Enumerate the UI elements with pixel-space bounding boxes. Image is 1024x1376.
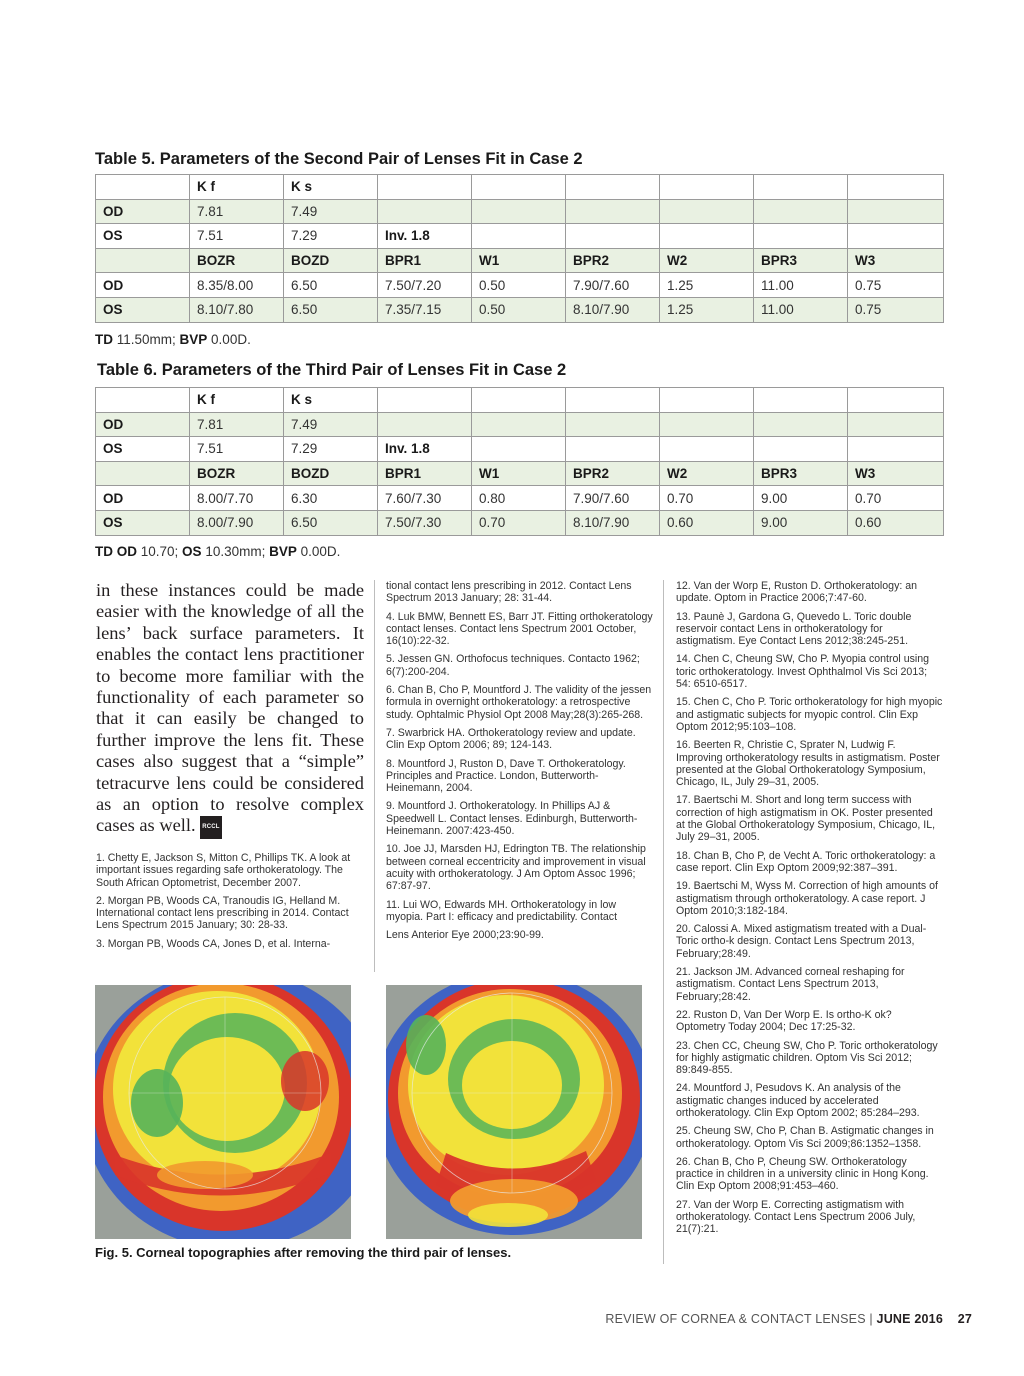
reference-item: tional contact lens prescribing in 2012. Contact Lens Spectrum 2013 January; 28: 31-44. [386, 580, 632, 605]
reference-item: 15. Chen C, Cho P. Toric orthokeratology for high myopic and astigmatic subjects for myopic control. Clin Exp Optom 2012;95:103–108. [676, 696, 943, 733]
table-cell: 0.50 [472, 297, 566, 322]
table-cell: OS [96, 224, 190, 249]
table-cell [660, 388, 754, 413]
table-cell: 11.00 [754, 297, 848, 322]
table-cell: 8.10/7.80 [190, 297, 284, 322]
bvp-value: 0.00D. [207, 332, 251, 347]
table-row [96, 248, 944, 273]
reference-item: 17. Baertschi M. Short and long term success with correction of high astigmatism in OK. Poster presented at the Global Orthokeratology Symposium, Chicago, IL, July 29–31, 2005. [676, 794, 936, 844]
references-col1 [96, 852, 362, 956]
table-cell [848, 412, 944, 437]
table-cell [754, 388, 848, 413]
table-cell: K f [190, 175, 284, 200]
table-cell: 8.10/7.90 [566, 510, 660, 535]
table5 [95, 174, 944, 323]
table-cell [660, 175, 754, 200]
table-cell: BPR1 [378, 461, 472, 486]
table-cell: 8.10/7.90 [566, 297, 660, 322]
table-cell [96, 461, 190, 486]
table-cell: 11.00 [754, 273, 848, 298]
table-cell: 6.50 [284, 297, 378, 322]
table-cell: 0.80 [472, 486, 566, 511]
table-row [96, 437, 944, 462]
table-cell [848, 175, 944, 200]
table-cell [378, 199, 472, 224]
table-cell: K f [190, 388, 284, 413]
table-cell [96, 175, 190, 200]
td-od-label: TD OD [95, 544, 137, 559]
journal-name: REVIEW OF CORNEA & CONTACT LENSES | [605, 1312, 877, 1326]
table-cell: 0.60 [848, 510, 944, 535]
table-cell: 7.51 [190, 224, 284, 249]
table-cell: 6.30 [284, 486, 378, 511]
td-od-value: 10.70; [137, 544, 183, 559]
table-cell [472, 412, 566, 437]
table-cell [566, 199, 660, 224]
table6-note [95, 544, 340, 559]
table-cell: 7.29 [284, 437, 378, 462]
bvp-value: 0.00D. [296, 544, 341, 559]
table-row [96, 486, 944, 511]
reference-item: 21. Jackson JM. Advanced corneal reshaping for astigmatism. Contact Lens Spectrum 2013, February;28:42. [676, 966, 905, 1003]
table-cell: 1.25 [660, 297, 754, 322]
table-cell: OD [96, 486, 190, 511]
column-rule [374, 580, 375, 972]
table-cell: BPR3 [754, 461, 848, 486]
table-cell: BPR2 [566, 248, 660, 273]
table-cell: 0.60 [660, 510, 754, 535]
references-col3 [676, 580, 944, 1242]
table-cell [660, 199, 754, 224]
table-cell: 0.75 [848, 273, 944, 298]
reference-item: 25. Cheung SW, Cho P, Chan B. Astigmatic changes in orthokeratology. Optom Vis Sci 2009;86:1352–1358. [676, 1125, 934, 1150]
table-cell: OS [96, 297, 190, 322]
table-cell: BOZR [190, 248, 284, 273]
reference-item: 12. Van der Worp E, Ruston D. Orthokeratology: an update. Optom in Practice 2006;7:47-60. [676, 580, 918, 605]
table-cell: BPR3 [754, 248, 848, 273]
table-cell: 7.49 [284, 199, 378, 224]
reference-item: 8. Mountford J, Ruston D, Dave T. Orthokeratology. Principles and Practice. London, Butterworth-Heinemann, 2004. [386, 757, 626, 795]
reference-item: 11. Lui WO, Edwards MH. Orthokeratology in low myopia. Part I: efficacy and predictability. Contact [386, 898, 618, 923]
bvp-label: BVP [269, 544, 297, 559]
table5-note [95, 332, 251, 347]
table-cell: 9.00 [754, 510, 848, 535]
table-cell: 0.70 [848, 486, 944, 511]
reference-item: 26. Chan B, Cho P, Cheung SW. Orthokeratology practice in children in a university clinic in Hong Kong. Clin Exp Optom 2008;91:453–460. [676, 1155, 929, 1193]
table-cell: Inv. 1.8 [378, 437, 472, 462]
reference-item: 6. Chan B, Cho P, Mountford J. The validity of the jessen formula in overnight orthokeratology: a retrospective study. Ophtalmic Physiol Opt 2008 May;28(3):265-268. [386, 684, 652, 721]
table-cell: 7.51 [190, 437, 284, 462]
table-cell: 0.70 [472, 510, 566, 535]
table-cell [566, 437, 660, 462]
table-cell [754, 412, 848, 437]
table-cell [378, 412, 472, 437]
table-cell [754, 199, 848, 224]
table-cell [472, 224, 566, 249]
table-cell: BPR1 [378, 248, 472, 273]
table-cell [754, 224, 848, 249]
table-cell: 6.50 [284, 273, 378, 298]
table-cell [566, 412, 660, 437]
table-cell [660, 437, 754, 462]
table-cell: 6.50 [284, 510, 378, 535]
table-cell: K s [284, 388, 378, 413]
table-cell [378, 175, 472, 200]
rccl-end-mark: RCCL [200, 816, 221, 839]
os-value: 10.30mm; [201, 544, 270, 559]
table-cell [378, 388, 472, 413]
table-cell: 7.29 [284, 224, 378, 249]
table-row [96, 388, 944, 413]
table-cell: 7.35/7.15 [378, 297, 472, 322]
table5-title: Table 5. Parameters of the Second Pair of Lenses Fit in Case 2 [95, 150, 583, 168]
os-label: OS [182, 544, 202, 559]
page-number: 27 [957, 1312, 972, 1326]
table-row [96, 199, 944, 224]
table-cell: 7.90/7.60 [566, 486, 660, 511]
table-cell: Inv. 1.8 [378, 224, 472, 249]
reference-item: 22. Ruston D, Van Der Worp E. Is ortho-K ok? Optometry Today 2004; Dec 17:25-32. [676, 1008, 892, 1034]
table-cell: 0.50 [472, 273, 566, 298]
table-cell [566, 388, 660, 413]
table-cell [566, 175, 660, 200]
reference-item: 16. Beerten R, Christie C, Sprater N, Ludwig F. Improving orthokeratology results in astigmatism. Poster presented at the Global Orthokeratology Symposium, Chicago, IL, July 29–31, 2005. [676, 739, 940, 789]
reference-item: 14. Chen C, Cheung SW, Cho P. Myopia control using toric orthokeratology. Invest Ophthalmol Vis Sci 2013; 54: 6510-6517. [676, 653, 930, 691]
table-row [96, 510, 944, 535]
table-cell: 8.35/8.00 [190, 273, 284, 298]
table-cell: W3 [848, 248, 944, 273]
table-row [96, 273, 944, 298]
reference-item: 20. Calossi A. Mixed astigmatism treated with a Dual-Toric ortho-k design. Contact Lens Spectrum 2013, February;28:49. [676, 923, 927, 960]
table-cell [472, 175, 566, 200]
td-label: TD [95, 332, 113, 347]
table-cell: 7.81 [190, 412, 284, 437]
table-cell [96, 248, 190, 273]
table-cell: 0.70 [660, 486, 754, 511]
table-cell: 1.25 [660, 273, 754, 298]
table-cell: OD [96, 273, 190, 298]
table-cell: BOZR [190, 461, 284, 486]
table-row [96, 224, 944, 249]
reference-item: 5. Jessen GN. Orthofocus techniques. Contacto 1962; 6(7):200-204. [386, 653, 640, 678]
table-cell: W1 [472, 461, 566, 486]
table-cell [472, 388, 566, 413]
corneal-topography-left [95, 985, 351, 1239]
corneal-topography-right [386, 985, 642, 1239]
table-cell: OS [96, 510, 190, 535]
page-footer [605, 1312, 972, 1326]
body-paragraph [96, 580, 364, 839]
reference-item: 13. Paunè J, Gardona G, Quevedo L. Toric double reservoir contact Lens in orthokeratology for astigmatism. Eye Contact Lens 2012;38:245-251. [676, 610, 912, 648]
table-cell [848, 437, 944, 462]
reference-item: 3. Morgan PB, Woods CA, Jones D, et al. Interna- [96, 937, 331, 950]
bvp-label: BVP [179, 332, 208, 347]
table-cell: 7.60/7.30 [378, 486, 472, 511]
table-cell: BPR2 [566, 461, 660, 486]
table-row [96, 412, 944, 437]
reference-item: 18. Chan B, Cho P, de Vecht A. Toric orthokeratology: a case report. Clin Exp Optom 2009;92:387–391. [676, 849, 936, 874]
reference-item: 9. Mountford J. Orthokeratology. In Phillips AJ & Speedwell L. Contact lenses. Edinburgh, Butterworth-Heinemann. 2007:423-450. [386, 800, 638, 838]
reference-item: 7. Swarbrick HA. Orthokeratology review and update. Clin Exp Optom 2006; 89; 124-143. [386, 726, 636, 752]
issue-date: JUNE 2016 [876, 1312, 943, 1326]
table-cell [472, 437, 566, 462]
body-text: in these instances could be made easier with the knowledge of all the lens’ back surface parameters. It enables the contact lens practitioner to become more familiar with the functionality of each parameter so that it can easily be changed to further improve the lens fit. These cases also suggest that a “simple” tetracurve lens could be considered as an option to resolve complex cases as well. [96, 580, 364, 836]
table-cell: BOZD [284, 248, 378, 273]
table-cell [660, 224, 754, 249]
reference-item: 4. Luk BMW, Bennett ES, Barr JT. Fitting orthokeratology contact lenses. Contact lens Spectrum 2001 October, 16(10):22-32. [386, 610, 653, 648]
table-cell: 8.00/7.70 [190, 486, 284, 511]
table-cell [754, 175, 848, 200]
table-cell: 7.81 [190, 199, 284, 224]
reference-item: 2. Morgan PB, Woods CA, Tranoudis IG, Helland M. International contact lens prescribing in 2014. Contact Lens Spectrum 2015 January; 30: 28-33. [96, 894, 349, 932]
table-cell [472, 199, 566, 224]
reference-item: 10. Joe JJ, Marsden HJ, Edrington TB. The relationship between corneal eccentricity and improvement in visual acuity with orthokeratology. J Am Optom Assoc 1996; 67:87-97. [386, 843, 646, 893]
reference-item: Lens Anterior Eye 2000;23:90-99. [386, 929, 544, 942]
table-cell: OD [96, 199, 190, 224]
table-cell [566, 224, 660, 249]
table-cell: 8.00/7.90 [190, 510, 284, 535]
table-cell: 7.49 [284, 412, 378, 437]
table-cell: W1 [472, 248, 566, 273]
table-row [96, 175, 944, 200]
table-cell [848, 199, 944, 224]
figure-caption: Fig. 5. Corneal topographies after removing the third pair of lenses. [95, 1245, 512, 1260]
table6 [95, 387, 944, 536]
reference-item: 27. Van der Worp E. Correcting astigmatism with orthokeratology. Contact Lens Spectrum 2006 July, 21(7):21. [676, 1198, 916, 1236]
table-cell: K s [284, 175, 378, 200]
table-cell: 7.90/7.60 [566, 273, 660, 298]
reference-item: 1. Chetty E, Jackson S, Mitton C, Phillips TK. A look at important issues regarding safe orthokeratology. The South African Optometrist, December 2007. [96, 852, 351, 889]
table-cell: W2 [660, 461, 754, 486]
table-cell: OS [96, 437, 190, 462]
column-rule [663, 580, 664, 1264]
table-cell: 9.00 [754, 486, 848, 511]
table-cell: 0.75 [848, 297, 944, 322]
table-cell: W3 [848, 461, 944, 486]
table6-title: Table 6. Parameters of the Third Pair of Lenses Fit in Case 2 [97, 361, 567, 379]
reference-item: 24. Mountford J, Pesudovs K. An analysis of the astigmatic changes induced by accelerated orthokeratology. Clin Exp Optom 2002; 85:284–293. [676, 1082, 920, 1119]
reference-item: 19. Baertschi M, Wyss M. Correction of high amounts of astigmatism through orthokeratology. A case report. J Optom 2010;3:182-184. [676, 880, 938, 917]
table-cell: BOZD [284, 461, 378, 486]
table-cell: 7.50/7.30 [378, 510, 472, 535]
references-col2 [386, 580, 654, 947]
table-cell [754, 437, 848, 462]
table-cell [848, 224, 944, 249]
table-row [96, 461, 944, 486]
table-cell [96, 388, 190, 413]
reference-item: 23. Chen CC, Cheung SW, Cho P. Toric orthokeratology for highly astigmatic children. Optom Vis Sci 2012; 89:849-855. [676, 1039, 938, 1077]
table-row [96, 297, 944, 322]
table-cell [660, 412, 754, 437]
td-value: 11.50mm; [113, 332, 180, 347]
table-cell: 7.50/7.20 [378, 273, 472, 298]
table-cell: W2 [660, 248, 754, 273]
table-cell: OD [96, 412, 190, 437]
table-cell [848, 388, 944, 413]
